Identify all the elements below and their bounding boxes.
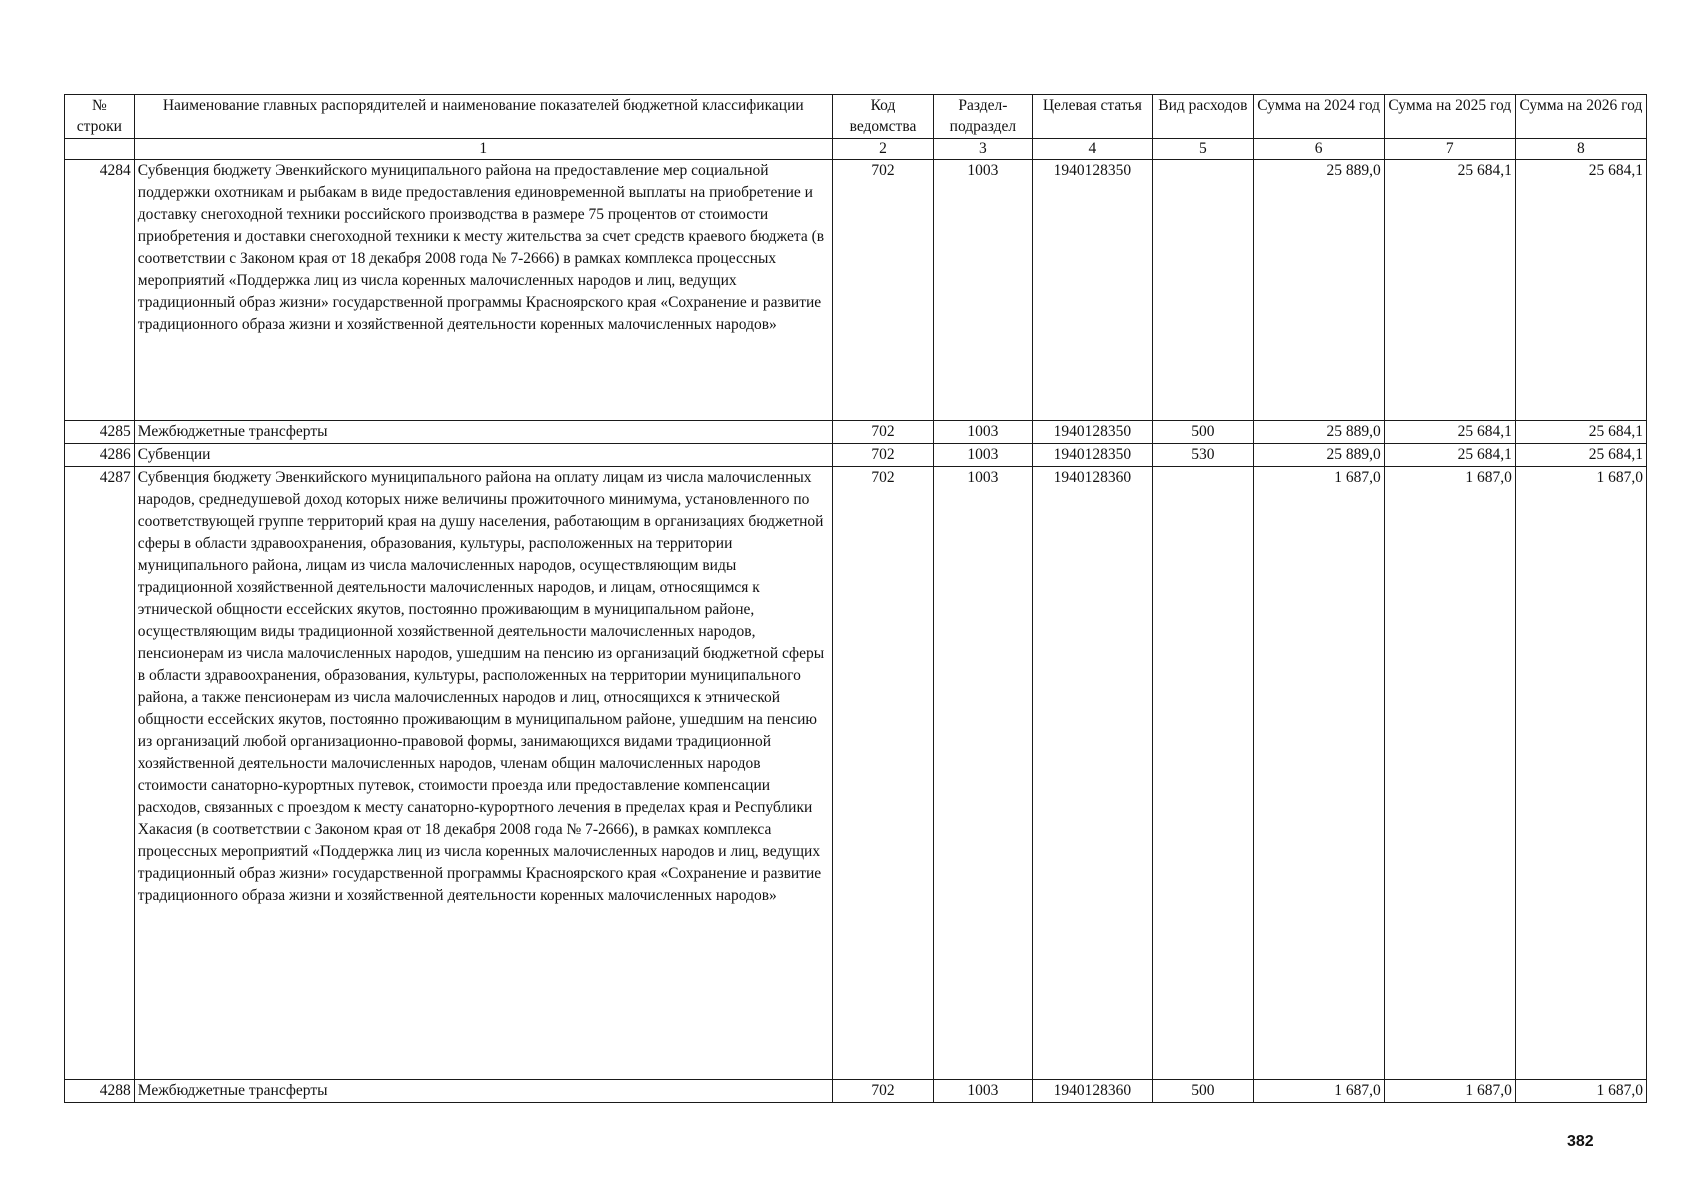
row-section: 1003 [934, 1080, 1032, 1103]
row-sum-2025: 25 684,1 [1384, 160, 1515, 421]
row-section: 1003 [934, 444, 1032, 467]
row-dept-code: 702 [832, 467, 934, 1080]
header-row-no: № строки [65, 95, 135, 139]
row-section: 1003 [934, 467, 1032, 1080]
row-sum-2024: 1 687,0 [1253, 1080, 1384, 1103]
column-number: 6 [1253, 139, 1384, 160]
row-number: 4287 [65, 467, 135, 1080]
header-target: Целевая статья [1032, 95, 1153, 139]
row-expense-type: 530 [1153, 444, 1253, 467]
header-sum-2025: Сумма на 2025 год [1384, 95, 1515, 139]
row-number: 4288 [65, 1080, 135, 1103]
column-number: 3 [934, 139, 1032, 160]
column-number: 4 [1032, 139, 1153, 160]
page-number: 382 [1567, 1133, 1594, 1150]
row-sum-2025: 1 687,0 [1384, 467, 1515, 1080]
header-row [65, 95, 1647, 139]
row-name: Субвенции [134, 444, 832, 467]
row-name: Межбюджетные трансферты [134, 421, 832, 444]
header-expense-type: Вид расходов [1153, 95, 1253, 139]
column-number: 8 [1515, 139, 1646, 160]
row-dept-code: 702 [832, 160, 934, 421]
row-sum-2025: 25 684,1 [1384, 421, 1515, 444]
row-dept-code: 702 [832, 421, 934, 444]
column-number: 5 [1153, 139, 1253, 160]
row-expense-type: 500 [1153, 421, 1253, 444]
row-sum-2026: 1 687,0 [1515, 1080, 1646, 1103]
row-number: 4285 [65, 421, 135, 444]
column-number: 2 [832, 139, 934, 160]
column-number-blank [65, 139, 135, 160]
row-sum-2024: 25 889,0 [1253, 160, 1384, 421]
table-row [65, 467, 1647, 1080]
row-target: 1940128360 [1032, 467, 1153, 1080]
row-sum-2024: 25 889,0 [1253, 444, 1384, 467]
row-sum-2025: 25 684,1 [1384, 444, 1515, 467]
row-sum-2026: 25 684,1 [1515, 160, 1646, 421]
row-sum-2026: 1 687,0 [1515, 467, 1646, 1080]
table-row [65, 444, 1647, 467]
row-sum-2026: 25 684,1 [1515, 444, 1646, 467]
budget-table [64, 94, 1647, 1103]
row-section: 1003 [934, 160, 1032, 421]
row-dept-code: 702 [832, 444, 934, 467]
table-row [65, 1080, 1647, 1103]
row-dept-code: 702 [832, 1080, 934, 1103]
row-number: 4284 [65, 160, 135, 421]
row-sum-2025: 1 687,0 [1384, 1080, 1515, 1103]
row-name: Межбюджетные трансферты [134, 1080, 832, 1103]
row-target: 1940128350 [1032, 160, 1153, 421]
row-sum-2024: 25 889,0 [1253, 421, 1384, 444]
column-number-row [65, 139, 1647, 160]
row-expense-type [1153, 160, 1253, 421]
row-expense-type [1153, 467, 1253, 1080]
table-row [65, 160, 1647, 421]
row-target: 1940128350 [1032, 444, 1153, 467]
row-sum-2024: 1 687,0 [1253, 467, 1384, 1080]
row-target: 1940128350 [1032, 421, 1153, 444]
row-name: Субвенция бюджету Эвенкийского муниципального района на оплату лицам из числа малочисленных народов, среднедушевой доход которых ниже величины прожиточного минимума, установленного по соответствующей группе территорий края на душу населения, работающим в организациях бюджетной сферы в области здравоохранения, образования, культуры, расположенных на территории муниципального района, лицам из числа малочисленных народов, осуществляющим виды традиционной хозяйственной деятельности малочисленных народов, и лицам, относящимся к этнической общности ессейских якутов, постоянно проживающим в муниципальном районе, осуществляющим виды традиционной хозяйственной деятельности малочисленных народов, пенсионерам из числа малочисленных народов, ушедшим на пенсию из организаций бюджетной сферы в области здравоохранения, образования, культуры, расположенных на территории муниципального района, а также пенсионерам из числа малочисленных народов и лиц, относящихся к этнической общности ессейских якутов, постоянно проживающим в муниципальном районе, ушедшим на пенсию из организаций любой организационно-правовой формы, занимающихся видами традиционной хозяйственной деятельности малочисленных народов, членам общин малочисленных народов стоимости санаторно-курортных путевок, стоимости проезда или предоставление компенсации расходов, связанных с проездом к месту санаторно-курортного лечения в пределах края и Республики Хакасия (в соответствии с Законом края от 18 декабря 2008 года № 7-2666), в рамках комплекса процессных мероприятий «Поддержка лиц из числа коренных малочисленных народов и лиц, ведущих традиционный образ жизни» государственной программы Красноярского края «Сохранение и развитие традиционного образа жизни и хозяйственной деятельности коренных малочисленных народов» [134, 467, 832, 1080]
header-section: Раздел-подраздел [934, 95, 1032, 139]
row-target: 1940128360 [1032, 1080, 1153, 1103]
row-expense-type: 500 [1153, 1080, 1253, 1103]
header-name: Наименование главных распорядителей и наименование показателей бюджетной классификации [134, 95, 832, 139]
row-sum-2026: 25 684,1 [1515, 421, 1646, 444]
row-number: 4286 [65, 444, 135, 467]
column-number: 7 [1384, 139, 1515, 160]
header-sum-2024: Сумма на 2024 год [1253, 95, 1384, 139]
table-row [65, 421, 1647, 444]
column-number: 1 [134, 139, 832, 160]
header-dept-code: Код ведомства [832, 95, 934, 139]
row-name: Субвенция бюджету Эвенкийского муниципального района на предоставление мер социальной поддержки охотникам и рыбакам в виде предоставления единовременной выплаты на приобретение и доставку снегоходной техники российского производства в размере 75 процентов от стоимости приобретения и доставки снегоходной техники к месту жительства за счет средств краевого бюджета (в соответствии с Законом края от 18 декабря 2008 года № 7-2666) в рамках комплекса процессных мероприятий «Поддержка лиц из числа коренных малочисленных народов и лиц, ведущих традиционный образ жизни» государственной программы Красноярского края «Сохранение и развитие традиционного образа жизни и хозяйственной деятельности коренных малочисленных народов» [134, 160, 832, 421]
row-section: 1003 [934, 421, 1032, 444]
header-sum-2026: Сумма на 2026 год [1515, 95, 1646, 139]
